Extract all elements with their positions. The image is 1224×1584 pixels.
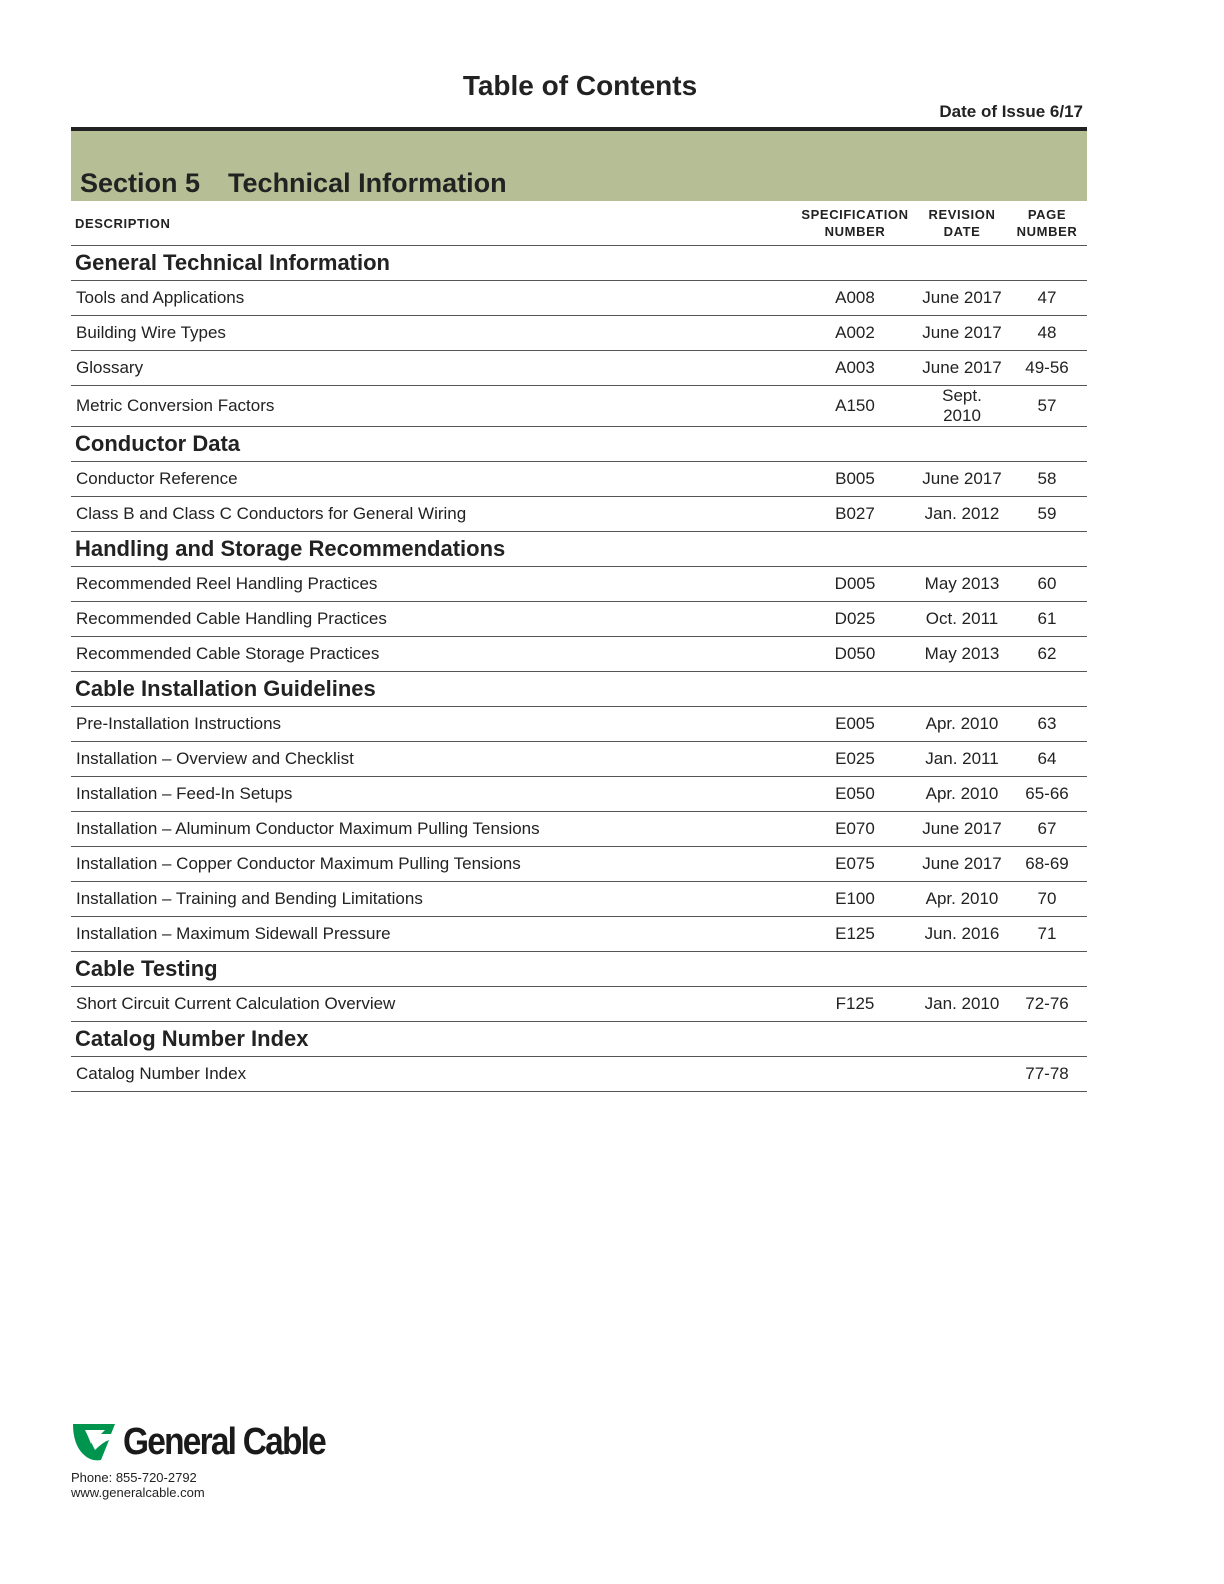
entry-revision-date: Apr. 2010 <box>917 707 1007 742</box>
entry-revision-date: Apr. 2010 <box>917 777 1007 812</box>
table-row <box>71 777 1087 812</box>
entry-revision-date: Oct. 2011 <box>917 602 1007 637</box>
entry-description: Installation – Copper Conductor Maximum Pulling Tensions <box>71 847 793 882</box>
entry-description: Recommended Cable Handling Practices <box>71 602 793 637</box>
entry-page-number: 58 <box>1007 462 1087 497</box>
col-header-spec: SPECIFICATION NUMBER <box>793 201 917 246</box>
column-headers <box>71 201 1087 246</box>
entry-page-number: 47 <box>1007 281 1087 316</box>
entry-spec-number: B027 <box>793 497 917 532</box>
entry-spec-number <box>793 1057 917 1092</box>
brand-logo <box>71 1420 353 1464</box>
general-cable-logo-icon <box>71 1420 117 1464</box>
issue-date: Date of Issue 6/17 <box>939 102 1083 121</box>
entry-revision-date: June 2017 <box>917 462 1007 497</box>
entry-spec-number: E070 <box>793 812 917 847</box>
entry-description: Recommended Cable Storage Practices <box>71 637 793 672</box>
entry-page-number: 61 <box>1007 602 1087 637</box>
entry-page-number: 67 <box>1007 812 1087 847</box>
entry-revision-date: Jan. 2011 <box>917 742 1007 777</box>
entry-description: Short Circuit Current Calculation Overview <box>71 987 793 1022</box>
section-number: Section 5 <box>80 168 201 198</box>
entry-revision-date: Jan. 2010 <box>917 987 1007 1022</box>
entry-page-number: 59 <box>1007 497 1087 532</box>
table-row <box>71 351 1087 386</box>
group-heading: Cable Testing <box>71 952 1087 987</box>
entry-revision-date: June 2017 <box>917 812 1007 847</box>
entry-page-number: 48 <box>1007 316 1087 351</box>
entry-page-number: 57 <box>1007 386 1087 427</box>
entry-description: Installation – Maximum Sidewall Pressure <box>71 917 793 952</box>
entry-page-number: 49-56 <box>1007 351 1087 386</box>
entry-description: Installation – Training and Bending Limitations <box>71 882 793 917</box>
table-row <box>71 987 1087 1022</box>
table-row <box>71 386 1087 427</box>
entry-spec-number: E125 <box>793 917 917 952</box>
entry-description: Metric Conversion Factors <box>71 386 793 427</box>
entry-page-number: 77-78 <box>1007 1057 1087 1092</box>
entry-page-number: 63 <box>1007 707 1087 742</box>
entry-description: Glossary <box>71 351 793 386</box>
group-heading-row <box>71 672 1087 707</box>
table-row <box>71 567 1087 602</box>
entry-spec-number: E075 <box>793 847 917 882</box>
table-row <box>71 917 1087 952</box>
group-heading: Cable Installation Guidelines <box>71 672 1087 707</box>
entry-revision-date <box>917 1057 1007 1092</box>
entry-spec-number: F125 <box>793 987 917 1022</box>
toc-table <box>71 127 1087 1092</box>
entry-spec-number: E100 <box>793 882 917 917</box>
phone-number: Phone: 855-720-2792 <box>71 1470 197 1485</box>
entry-revision-date: May 2013 <box>917 567 1007 602</box>
section-title: Technical Information <box>228 168 507 198</box>
entry-page-number: 68-69 <box>1007 847 1087 882</box>
table-row <box>71 742 1087 777</box>
table-row <box>71 281 1087 316</box>
group-heading: Conductor Data <box>71 427 1087 462</box>
entry-revision-date: Sept. 2010 <box>917 386 1007 427</box>
entry-spec-number: E025 <box>793 742 917 777</box>
table-row <box>71 1057 1087 1092</box>
col-header-description: DESCRIPTION <box>71 201 793 246</box>
entry-page-number: 65-66 <box>1007 777 1087 812</box>
table-row <box>71 812 1087 847</box>
entry-revision-date: June 2017 <box>917 847 1007 882</box>
entry-spec-number: D005 <box>793 567 917 602</box>
page-title: Table of Contents <box>462 70 698 101</box>
entry-spec-number: A150 <box>793 386 917 427</box>
contact-info <box>71 1470 205 1500</box>
entry-description: Conductor Reference <box>71 462 793 497</box>
group-heading-row <box>71 952 1087 987</box>
table-row <box>71 637 1087 672</box>
table-row <box>71 602 1087 637</box>
entry-spec-number: A008 <box>793 281 917 316</box>
entry-page-number: 71 <box>1007 917 1087 952</box>
entry-spec-number: B005 <box>793 462 917 497</box>
group-heading: Handling and Storage Recommendations <box>71 532 1087 567</box>
entry-description: Installation – Feed-In Setups <box>71 777 793 812</box>
website-link[interactable]: www.generalcable.com <box>71 1485 205 1500</box>
entry-description: Building Wire Types <box>71 316 793 351</box>
group-heading-row <box>71 1022 1087 1057</box>
group-heading-row <box>71 532 1087 567</box>
group-heading-row <box>71 427 1087 462</box>
entry-description: Recommended Reel Handling Practices <box>71 567 793 602</box>
entry-page-number: 60 <box>1007 567 1087 602</box>
entry-spec-number: D050 <box>793 637 917 672</box>
table-row <box>71 847 1087 882</box>
section-band <box>71 131 1087 201</box>
col-header-revision: REVISION DATE <box>917 201 1007 246</box>
group-heading-row <box>71 246 1087 281</box>
entry-revision-date: June 2017 <box>917 281 1007 316</box>
entry-page-number: 64 <box>1007 742 1087 777</box>
entry-spec-number: E005 <box>793 707 917 742</box>
entry-revision-date: May 2013 <box>917 637 1007 672</box>
table-row <box>71 707 1087 742</box>
group-heading: General Technical Information <box>71 246 1087 281</box>
table-row <box>71 882 1087 917</box>
toc-body <box>71 246 1087 1092</box>
col-header-page: PAGE NUMBER <box>1007 201 1087 246</box>
entry-description: Pre-Installation Instructions <box>71 707 793 742</box>
entry-page-number: 62 <box>1007 637 1087 672</box>
entry-spec-number: A003 <box>793 351 917 386</box>
entry-description: Installation – Aluminum Conductor Maximum Pulling Tensions <box>71 812 793 847</box>
entry-description: Installation – Overview and Checklist <box>71 742 793 777</box>
entry-revision-date: June 2017 <box>917 351 1007 386</box>
entry-description: Class B and Class C Conductors for General Wiring <box>71 497 793 532</box>
entry-spec-number: D025 <box>793 602 917 637</box>
entry-spec-number: E050 <box>793 777 917 812</box>
entry-revision-date: Jan. 2012 <box>917 497 1007 532</box>
table-row <box>71 316 1087 351</box>
entry-revision-date: Jun. 2016 <box>917 917 1007 952</box>
entry-description: Catalog Number Index <box>71 1057 793 1092</box>
brand-name: General Cable <box>123 1420 326 1463</box>
group-heading: Catalog Number Index <box>71 1022 1087 1057</box>
entry-page-number: 70 <box>1007 882 1087 917</box>
table-row <box>71 497 1087 532</box>
table-row <box>71 462 1087 497</box>
entry-page-number: 72-76 <box>1007 987 1087 1022</box>
entry-revision-date: June 2017 <box>917 316 1007 351</box>
entry-description: Tools and Applications <box>71 281 793 316</box>
entry-revision-date: Apr. 2010 <box>917 882 1007 917</box>
entry-spec-number: A002 <box>793 316 917 351</box>
